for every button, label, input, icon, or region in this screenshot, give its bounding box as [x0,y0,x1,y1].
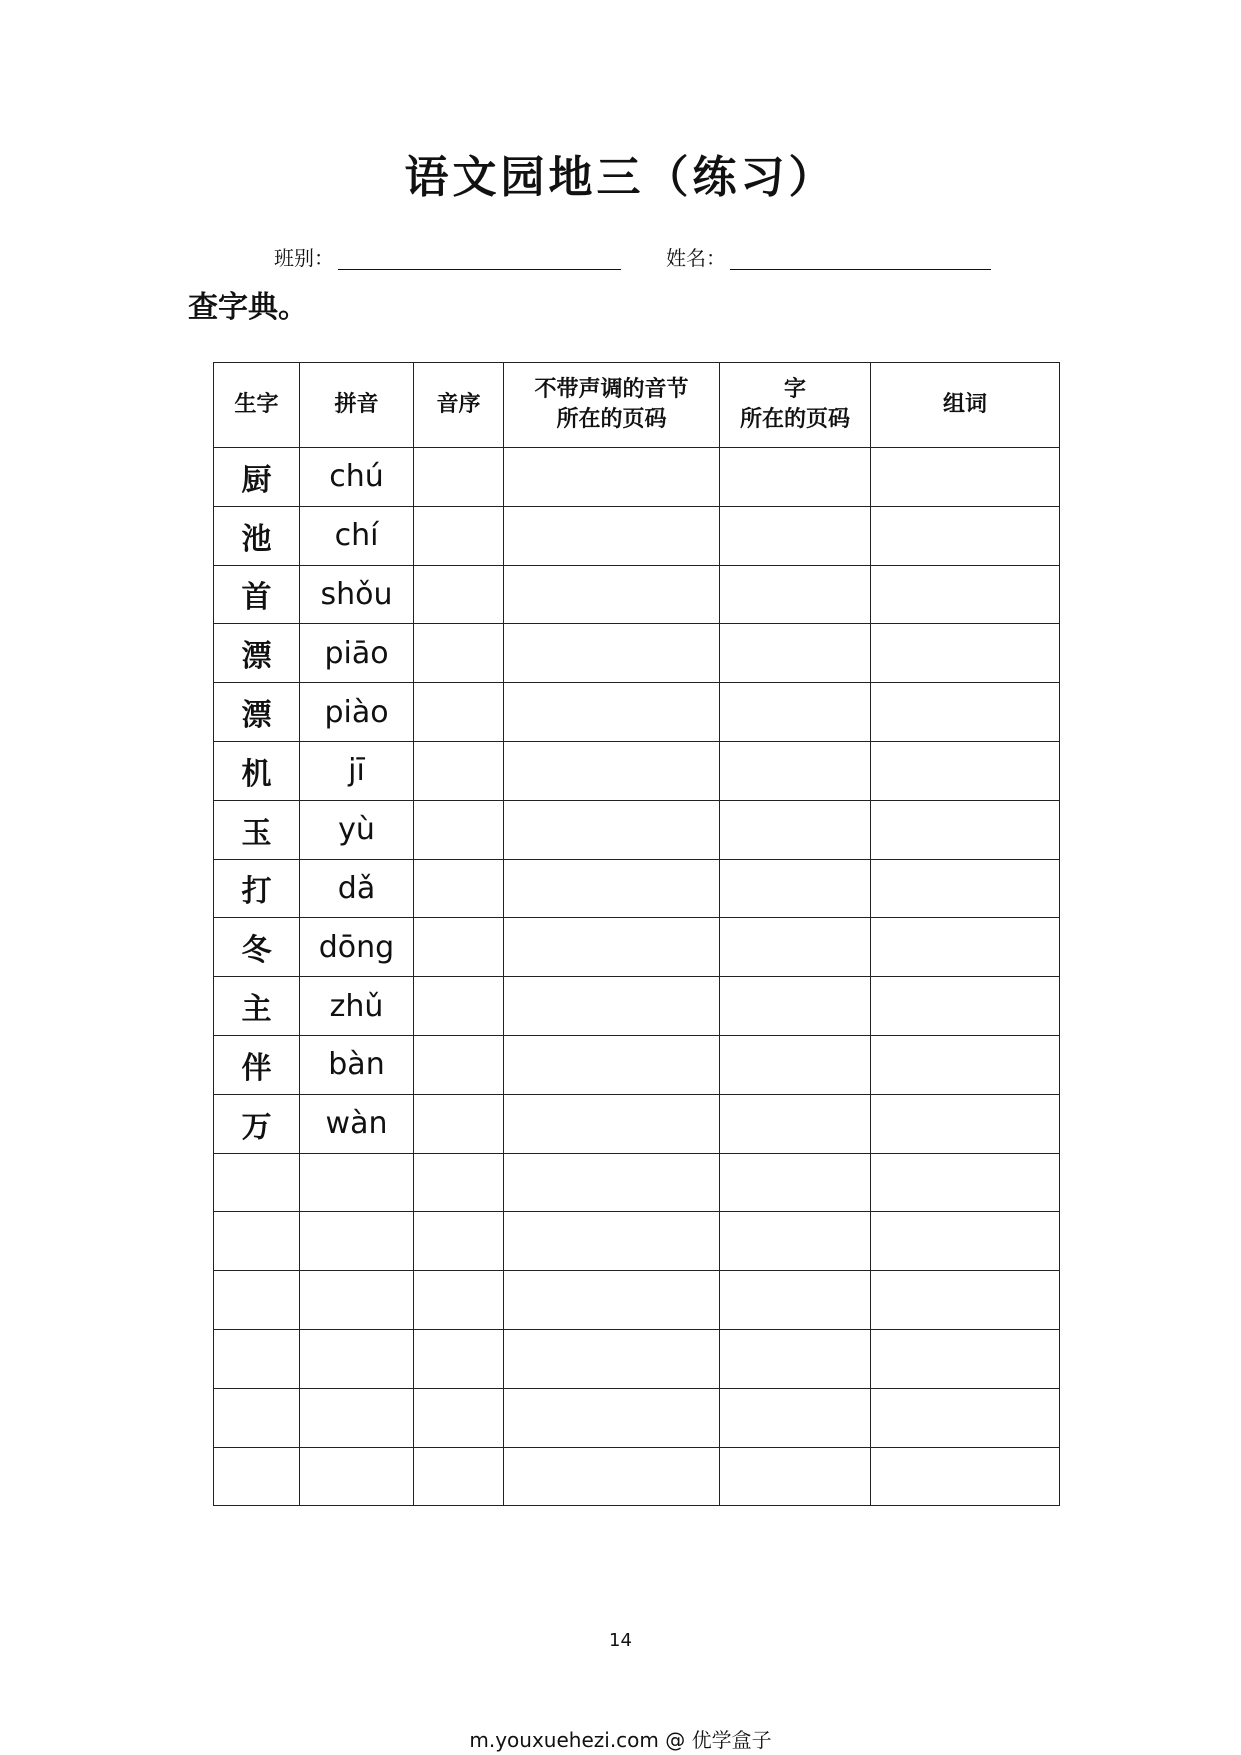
char-cell: 漂 [214,683,300,742]
phonetic-order-cell[interactable] [414,1388,504,1447]
phonetic-order-cell[interactable] [414,624,504,683]
page-number: 14 [609,1630,632,1651]
table-row [214,741,1060,800]
table-row [214,448,1060,507]
syllable-page-cell[interactable] [504,977,720,1036]
name-field[interactable] [730,269,991,270]
phonetic-order-cell[interactable] [414,1035,504,1094]
header-text-line: 所在的页码 [556,407,667,432]
words-cell[interactable] [871,977,1060,1036]
phonetic-order-cell[interactable] [414,1447,504,1506]
syllable-page-cell[interactable] [504,1271,720,1330]
char-cell[interactable] [214,1271,300,1330]
header-pinyin [300,363,414,448]
syllable-page-cell[interactable] [504,741,720,800]
table-row [214,1271,1060,1330]
pinyin-cell: zhǔ [300,977,414,1036]
dictionary-table [213,362,1060,1506]
char-cell: 万 [214,1094,300,1153]
pinyin-cell[interactable] [300,1447,414,1506]
table-row [214,1212,1060,1271]
char-page-cell[interactable] [720,1153,871,1212]
words-cell[interactable] [871,448,1060,507]
char-page-cell[interactable] [720,1035,871,1094]
char-cell[interactable] [214,1153,300,1212]
char-page-cell[interactable] [720,1212,871,1271]
char-page-cell[interactable] [720,859,871,918]
syllable-page-cell[interactable] [504,1212,720,1271]
syllable-page-cell[interactable] [504,1329,720,1388]
char-cell: 主 [214,977,300,1036]
table-row [214,1329,1060,1388]
phonetic-order-cell[interactable] [414,1329,504,1388]
phonetic-order-cell[interactable] [414,565,504,624]
char-cell[interactable] [214,1212,300,1271]
char-page-cell[interactable] [720,1388,871,1447]
pinyin-cell: dǎ [300,859,414,918]
char-page-cell[interactable] [720,918,871,977]
pinyin-cell[interactable] [300,1388,414,1447]
section-heading: 查字典。 [188,290,308,325]
words-cell[interactable] [871,1094,1060,1153]
name-label: 姓名： [666,246,726,270]
syllable-page-cell[interactable] [504,565,720,624]
pinyin-cell: piāo [300,624,414,683]
phonetic-order-cell[interactable] [414,506,504,565]
pinyin-cell: piào [300,683,414,742]
char-page-cell[interactable] [720,1329,871,1388]
syllable-page-cell[interactable] [504,506,720,565]
words-cell[interactable] [871,741,1060,800]
char-page-cell[interactable] [720,1271,871,1330]
words-cell[interactable] [871,800,1060,859]
table-header-row [214,363,1060,448]
header-text-line: 不带声调的音节 [534,377,689,402]
syllable-page-cell[interactable] [504,624,720,683]
header-phonetic-order [414,363,504,448]
words-cell[interactable] [871,859,1060,918]
words-cell[interactable] [871,624,1060,683]
char-cell: 打 [214,859,300,918]
char-cell: 首 [214,565,300,624]
header-syllable-page [504,363,720,448]
syllable-page-cell[interactable] [504,448,720,507]
char-page-cell[interactable] [720,565,871,624]
words-cell[interactable] [871,1153,1060,1212]
table-row [214,624,1060,683]
syllable-page-cell[interactable] [504,1153,720,1212]
syllable-page-cell[interactable] [504,859,720,918]
words-cell[interactable] [871,565,1060,624]
syllable-page-cell[interactable] [504,800,720,859]
pinyin-cell[interactable] [300,1153,414,1212]
table-row [214,918,1060,977]
header-text-line: 组词 [942,392,987,417]
words-cell[interactable] [871,1447,1060,1506]
char-cell: 冬 [214,918,300,977]
table-row [214,1035,1060,1094]
header-text-line: 生字 [234,392,279,417]
words-cell[interactable] [871,1271,1060,1330]
header-char-page [720,363,871,448]
footer-source: m.youxuehezi.com @ 优学盒子 [469,1728,772,1752]
syllable-page-cell[interactable] [504,1388,720,1447]
pinyin-cell: chí [300,506,414,565]
table-row [214,683,1060,742]
words-cell[interactable] [871,683,1060,742]
pinyin-cell: chú [300,448,414,507]
char-page-cell[interactable] [720,683,871,742]
table-row [214,859,1060,918]
char-page-cell[interactable] [720,741,871,800]
table-row [214,1094,1060,1153]
syllable-page-cell[interactable] [504,1035,720,1094]
phonetic-order-cell[interactable] [414,741,504,800]
header-text-line: 拼音 [334,392,379,417]
header-char [214,363,300,448]
char-cell: 厨 [214,448,300,507]
page-title: 语文园地三（练习） [404,152,837,203]
syllable-page-cell[interactable] [504,683,720,742]
phonetic-order-cell[interactable] [414,918,504,977]
syllable-page-cell[interactable] [504,918,720,977]
class-field[interactable] [338,269,621,270]
char-cell[interactable] [214,1447,300,1506]
char-cell[interactable] [214,1329,300,1388]
words-cell[interactable] [871,1035,1060,1094]
pinyin-cell: dōng [300,918,414,977]
pinyin-cell: yù [300,800,414,859]
words-cell[interactable] [871,918,1060,977]
header-words [871,363,1060,448]
pinyin-cell: jī [300,741,414,800]
char-page-cell[interactable] [720,448,871,507]
char-cell: 机 [214,741,300,800]
words-cell[interactable] [871,1388,1060,1447]
pinyin-cell[interactable] [300,1329,414,1388]
phonetic-order-cell[interactable] [414,1094,504,1153]
char-cell[interactable] [214,1388,300,1447]
char-page-cell[interactable] [720,506,871,565]
table-row [214,800,1060,859]
table-body [214,448,1060,1506]
char-cell: 玉 [214,800,300,859]
words-cell[interactable] [871,1212,1060,1271]
pinyin-cell[interactable] [300,1212,414,1271]
char-cell: 伴 [214,1035,300,1094]
pinyin-cell[interactable] [300,1271,414,1330]
char-cell: 漂 [214,624,300,683]
syllable-page-cell[interactable] [504,1447,720,1506]
table-row [214,506,1060,565]
words-cell[interactable] [871,506,1060,565]
phonetic-order-cell[interactable] [414,448,504,507]
char-page-cell[interactable] [720,977,871,1036]
table-row [214,1153,1060,1212]
pinyin-cell: shǒu [300,565,414,624]
char-page-cell[interactable] [720,624,871,683]
phonetic-order-cell[interactable] [414,859,504,918]
phonetic-order-cell[interactable] [414,1271,504,1330]
char-page-cell[interactable] [720,1447,871,1506]
header-text-line: 所在的页码 [739,407,850,432]
table-row [214,977,1060,1036]
phonetic-order-cell[interactable] [414,1153,504,1212]
table-row [214,1388,1060,1447]
header-text-line: 音序 [436,392,481,417]
pinyin-cell: wàn [300,1094,414,1153]
phonetic-order-cell[interactable] [414,1212,504,1271]
pinyin-cell: bàn [300,1035,414,1094]
table-row [214,565,1060,624]
phonetic-order-cell[interactable] [414,800,504,859]
phonetic-order-cell[interactable] [414,683,504,742]
table-row [214,1447,1060,1506]
char-cell: 池 [214,506,300,565]
syllable-page-cell[interactable] [504,1094,720,1153]
char-page-cell[interactable] [720,800,871,859]
header-text-line: 字 [783,377,806,402]
words-cell[interactable] [871,1329,1060,1388]
char-page-cell[interactable] [720,1094,871,1153]
phonetic-order-cell[interactable] [414,977,504,1036]
class-label: 班别： [274,246,334,270]
student-info-row [0,245,1241,275]
